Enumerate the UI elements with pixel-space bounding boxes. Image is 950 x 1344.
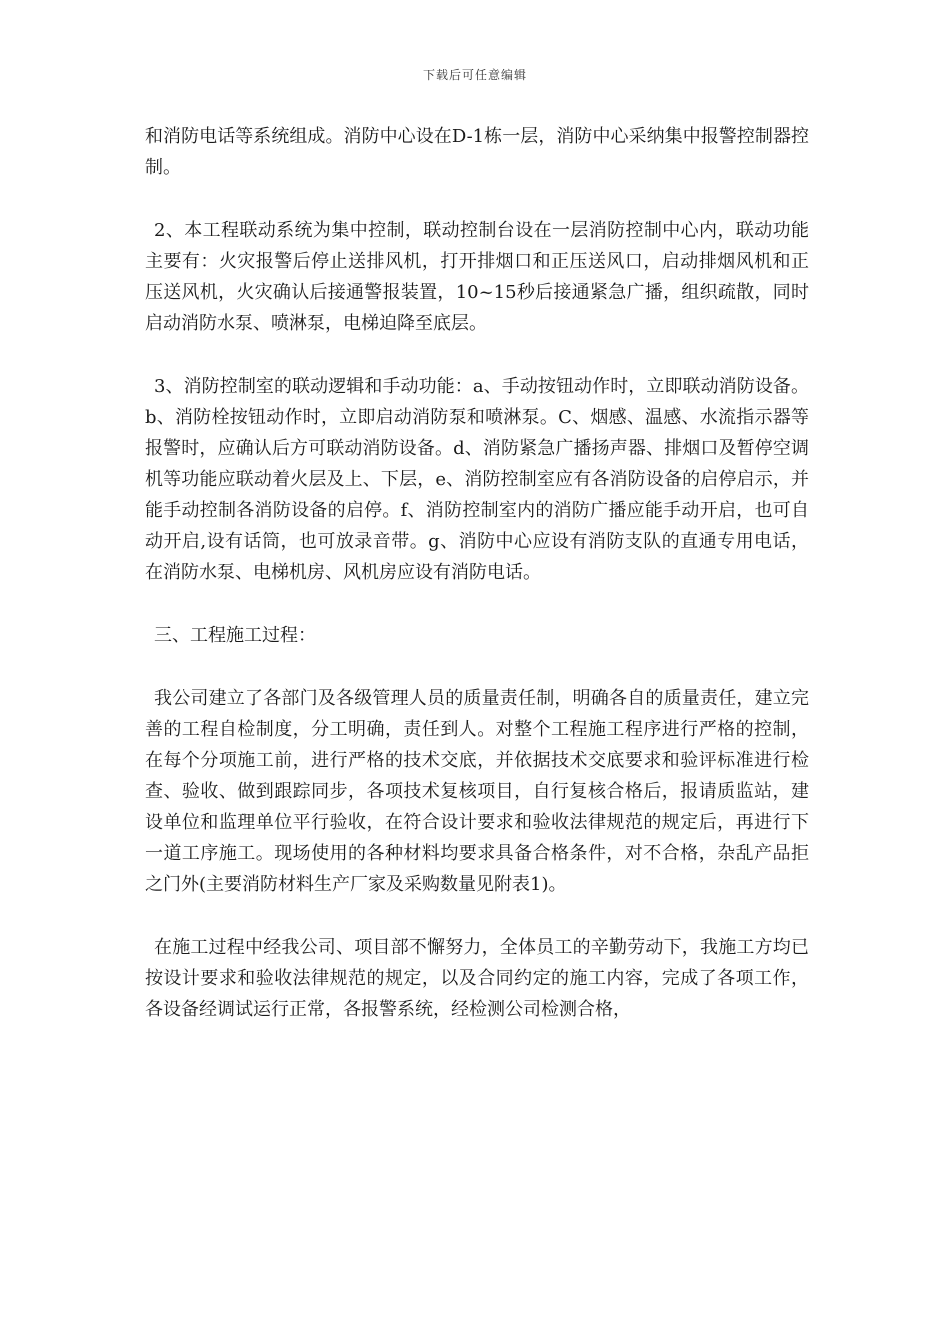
paragraph-control-room-logic: 3、消防控制室的联动逻辑和手动功能：a、手动按钮动作时，立即联动消防设备。b、消防栓按钮动作时，立即启动消防泵和喷淋泵。C、烟感、温感、水流指示器等报警时，应确认后方可联动消防设备。d、消防紧急广播扬声器、排烟口及暂停空调机等功能应联动着火层及上、下层，e、消防控制室应有各消防设备的启停启示，并能手动控制各消防设备的启停。f、消防控制室内的消防广播应能手动开启，也可自动开启,设有话筒，也可放录音带。g、消防中心应设有消防支队的直通专用电话，在消防水泵、电梯机房、风机房应设有消防电话。 bbox=[145, 376, 809, 583]
document-body bbox=[145, 121, 809, 1057]
paragraph-quality-responsibility: 我公司建立了各部门及各级管理人员的质量责任制，明确各自的质量责任，建立完善的工程自检制度，分工明确，责任到人。对整个工程施工程序进行严格的控制，在每个分项施工前，进行严格的技术交底，并依据技术交底要求和验评标准进行检查、验收、做到跟踪同步，各项技术复核项目，自行复核合格后，报请质监站，建设单位和监理单位平行验收，在符合设计要求和验收法律规范的规定后，再进行下一道工序施工。现场使用的各种材料均要求具备合格条件，对不合格，杂乱产品拒之门外(主要消防材料生产厂家及采购数量见附表1)。 bbox=[145, 688, 809, 895]
page-header: 下载后可任意编辑 bbox=[422, 68, 527, 82]
paragraph-system-composition: 和消防电话等系统组成。消防中心设在D-1栋一层，消防中心采纳集中报警控制器控制。 bbox=[145, 126, 809, 178]
paragraph-construction-completion: 在施工过程中经我公司、项目部不懈努力，全体员工的辛勤劳动下，我施工方均已按设计要求和验收法律规范的规定，以及合同约定的施工内容，完成了各项工作，各设备经调试运行正常，各报警系统，经检测公司检测合格， bbox=[145, 937, 809, 1020]
section-heading-construction-process: 三、工程施工过程： bbox=[154, 625, 316, 646]
paragraph-linkage-system: 2、本工程联动系统为集中控制，联动控制台设在一层消防控制中心内，联动功能主要有：火灾报警后停止送排风机，打开排烟口和正压送风口，启动排烟风机和正压送风机，火灾确认后接通警报装置，10~15秒后接通紧急广播，组织疏散，同时启动消防水泵、喷淋泵，电梯迫降至底层。 bbox=[145, 220, 809, 334]
